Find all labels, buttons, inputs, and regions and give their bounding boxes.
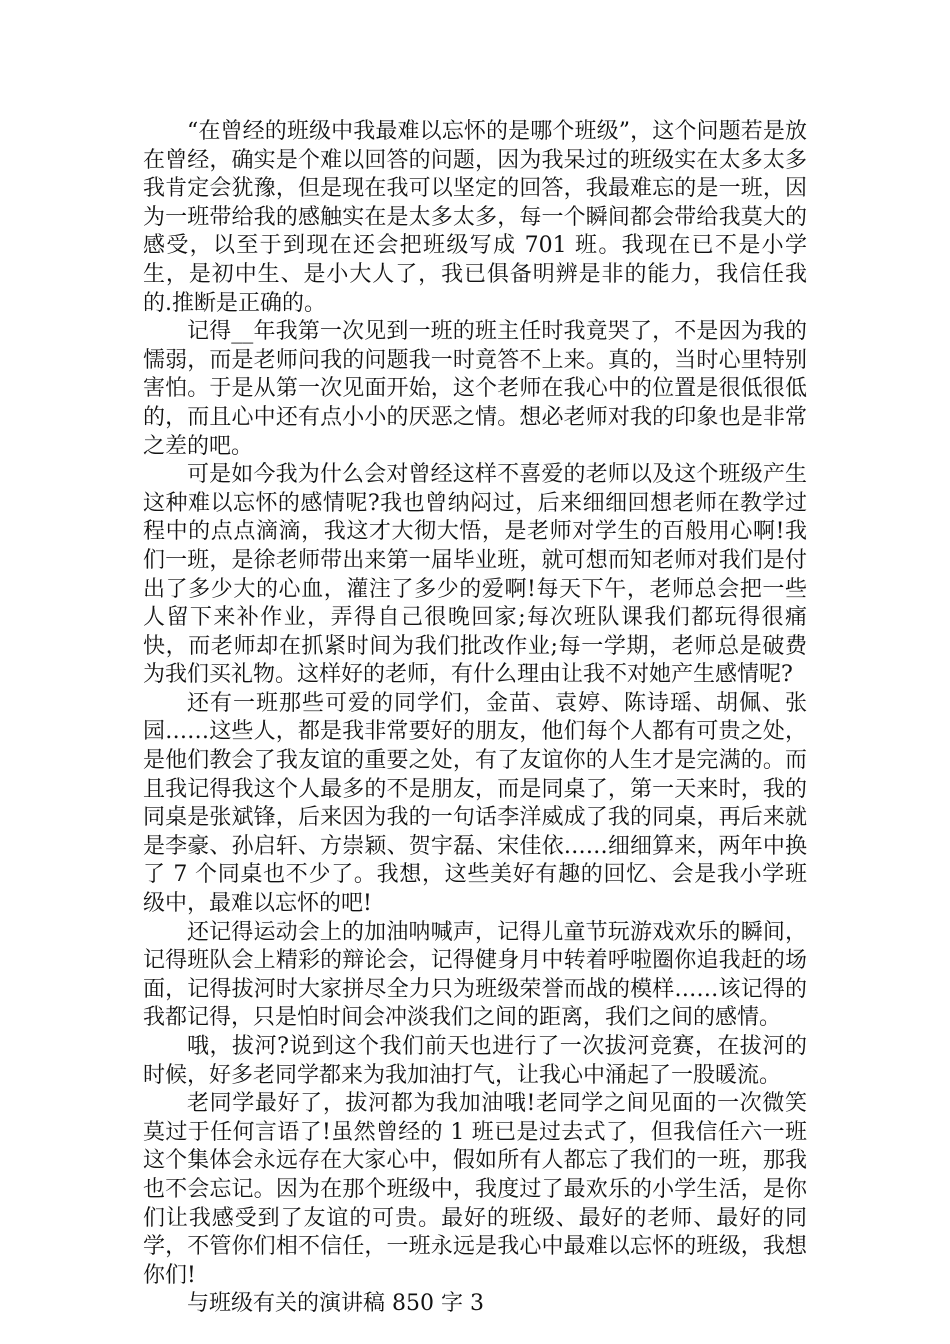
- paragraph-4: 还有一班那些可爱的同学们，金苗、袁婷、陈诗瑶、胡佩、张园……这些人，都是我非常要好的朋友，他们每个人都有可贵之处，是他们教会了我友谊的重要之处，有了友谊你的人生才是完满的。而且我记得我这个人最多的不是朋友，而是同桌了，第一天来时，我的同桌是张斌锋，后来因为我的一句话李洋威成了我的同桌，再后来就是李豪、孙启轩、方崇颖、贺宇磊、宋佳依……细细算来，两年中换了 7 个同桌也不少了。我想，这些美好有趣的回忆、会是我小学班级中，最难以忘怀的吧!: [143, 690, 807, 917]
- paragraph-6: 哦，拔河?说到这个我们前天也进行了一次拔河竞赛，在拔河的时候，好多老同学都来为我加油打气，让我心中涌起了一股暖流。: [143, 1034, 807, 1088]
- paragraph-2: 记得__年我第一次见到一班的班主任时我竟哭了，不是因为我的懦弱，而是老师问我的问题我一时竟答不上来。真的，当时心里特别害怕。于是从第一次见面开始，这个老师在我心中的位置是很低很低的，而且心中还有点小小的厌恶之情。想必老师对我的印象也是非常之差的吧。: [143, 319, 807, 459]
- paragraph-3: 可是如今我为什么会对曾经这样不喜爱的老师以及这个班级产生这种难以忘怀的感情呢?我也曾纳闷过，后来细细回想老师在教学过程中的点点滴滴，我这才大彻大悟，是老师对学生的百般用心啊!我们一班，是徐老师带出来第一届毕业班，就可想而知老师对我们是付出了多少大的心血，灌注了多少的爱啊!每天下午，老师总会把一些人留下来补作业，弄得自己很晚回家;每次班队课我们都玩得很痛快，而老师却在抓紧时间为我们批改作业;每一学期，老师总是破费为我们买礼物。这样好的老师，有什么理由让我不对她产生感情呢?: [143, 462, 807, 688]
- document-body: [143, 118, 807, 1319]
- paragraph-5: 还记得运动会上的加油呐喊声，记得儿童节玩游戏欢乐的瞬间，记得班队会上精彩的辩论会，记得健身月中转着呼啦圈你追我赶的场面，记得拔河时大家拼尽全力只为班级荣誉而战的模样……该记得的我都记得，只是怕时间会冲淡我们之间的距离，我们之间的感情。: [143, 919, 807, 1031]
- section-heading: 与班级有关的演讲稿 850 字 3: [187, 1291, 484, 1317]
- paragraph-7: 老同学最好了，拔河都为我加油哦!老同学之间见面的一次微笑莫过于任何言语了!虽然曾经的 1 班已是过去式了，但我信任六一班这个集体会永远存在大家心中，假如所有人都忘了我们的一班，那我也不会忘记。因为在那个班级中，我度过了最欢乐的小学生活，是你们让我感受到了友谊的可贵。最好的班级、最好的老师、最好的同学，不管你们相不信任，一班永远是我心中最难以忘怀的班级，我想你们!: [143, 1091, 807, 1288]
- paragraph-1: “在曾经的班级中我最难以忘怀的是哪个班级”，这个问题若是放在曾经，确实是个难以回答的问题，因为我呆过的班级实在太多太多我肯定会犹豫，但是现在我可以坚定的回答，我最难忘的是一班，因为一班带给我的感触实在是太多太多，每一个瞬间都会带给我莫大的感受，以至于到现在还会把班级写成 701 班。我现在已不是小学生，是初中生、是小大人了，我已俱备明辨是非的能力，我信任我的.推断是正确的。: [143, 119, 807, 316]
